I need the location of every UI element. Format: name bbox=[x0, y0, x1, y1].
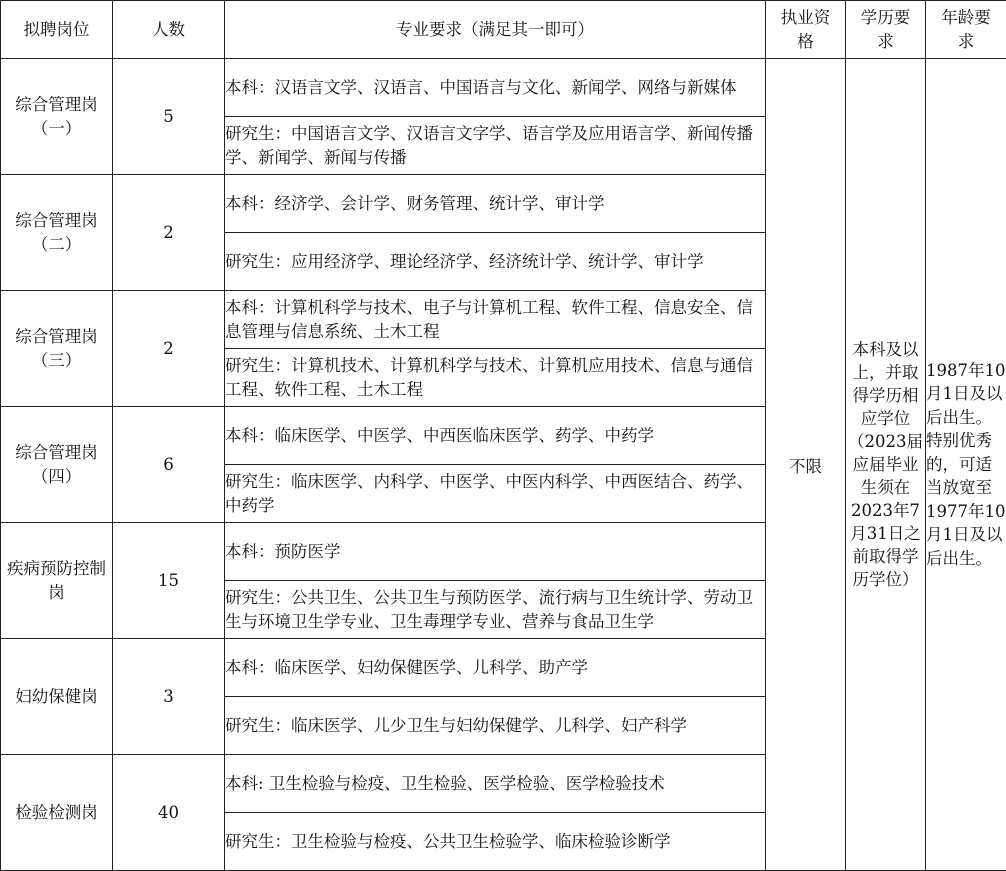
undergrad-requirement: 本科：临床医学、妇幼保健医学、儿科学、助产学 bbox=[225, 639, 766, 697]
graduate-requirement: 研究生：中国语言文学、汉语言文字学、语言学及应用语言学、新闻传播学、新闻学、新闻与传播 bbox=[225, 117, 766, 175]
undergrad-requirement: 本科: 卫生检验与检疫、卫生检验、医学检验、医学检验技术 bbox=[225, 755, 766, 813]
graduate-requirement: 研究生：公共卫生、公共卫生与预防医学、流行病与卫生统计学、劳动卫生与环境卫生学专业、卫生毒理学专业、营养与食品卫生学 bbox=[225, 581, 766, 639]
header-license: 执业资格 bbox=[766, 1, 846, 59]
position-count: 2 bbox=[113, 291, 225, 407]
undergrad-requirement: 本科：计算机科学与技术、电子与计算机工程、软件工程、信息安全、信息管理与信息系统、土木工程 bbox=[225, 291, 766, 349]
undergrad-requirement: 本科：预防医学 bbox=[225, 523, 766, 581]
position-count: 3 bbox=[113, 639, 225, 755]
position-count: 2 bbox=[113, 175, 225, 291]
table-row bbox=[1, 59, 1006, 117]
license-requirement: 不限 bbox=[766, 59, 846, 871]
position-name: 综合管理岗（一） bbox=[1, 59, 113, 175]
position-name: 妇幼保健岗 bbox=[1, 639, 113, 755]
graduate-requirement: 研究生：卫生检验与检疫、公共卫生检验学、临床检验诊断学 bbox=[225, 813, 766, 871]
position-name: 综合管理岗（三） bbox=[1, 291, 113, 407]
header-age: 年龄要求 bbox=[926, 1, 1006, 59]
header-count: 人数 bbox=[113, 1, 225, 59]
undergrad-requirement: 本科：经济学、会计学、财务管理、统计学、审计学 bbox=[225, 175, 766, 233]
position-name: 检验检测岗 bbox=[1, 755, 113, 871]
education-requirement: 本科及以上，并取得学历相应学位（2023届应届毕业生须在2023年7月31日之前取得学历学位） bbox=[846, 59, 926, 871]
position-name: 疾病预防控制岗 bbox=[1, 523, 113, 639]
graduate-requirement: 研究生：临床医学、儿少卫生与妇幼保健学、儿科学、妇产科学 bbox=[225, 697, 766, 755]
position-count: 6 bbox=[113, 407, 225, 523]
position-count: 40 bbox=[113, 755, 225, 871]
undergrad-requirement: 本科：临床医学、中医学、中西医临床医学、药学、中药学 bbox=[225, 407, 766, 465]
graduate-requirement: 研究生：应用经济学、理论经济学、经济统计学、统计学、审计学 bbox=[225, 233, 766, 291]
position-count: 15 bbox=[113, 523, 225, 639]
header-position: 拟聘岗位 bbox=[1, 1, 113, 59]
position-name: 综合管理岗（四） bbox=[1, 407, 113, 523]
header-major: 专业要求（满足其一即可） bbox=[225, 1, 766, 59]
undergrad-requirement: 本科：汉语言文学、汉语言、中国语言与文化、新闻学、网络与新媒体 bbox=[225, 59, 766, 117]
graduate-requirement: 研究生：临床医学、内科学、中医学、中医内科学、中西医结合、药学、中药学 bbox=[225, 465, 766, 523]
age-requirement: 1987年10月1日及以后出生。特别优秀的，可适当放宽至1977年10月1日及以后出生。 bbox=[926, 59, 1006, 871]
header-education: 学历要求 bbox=[846, 1, 926, 59]
graduate-requirement: 研究生：计算机技术、计算机科学与技术、计算机应用技术、信息与通信工程、软件工程、土木工程 bbox=[225, 349, 766, 407]
position-name: 综合管理岗（二） bbox=[1, 175, 113, 291]
header-row bbox=[1, 1, 1006, 59]
position-count: 5 bbox=[113, 59, 225, 175]
